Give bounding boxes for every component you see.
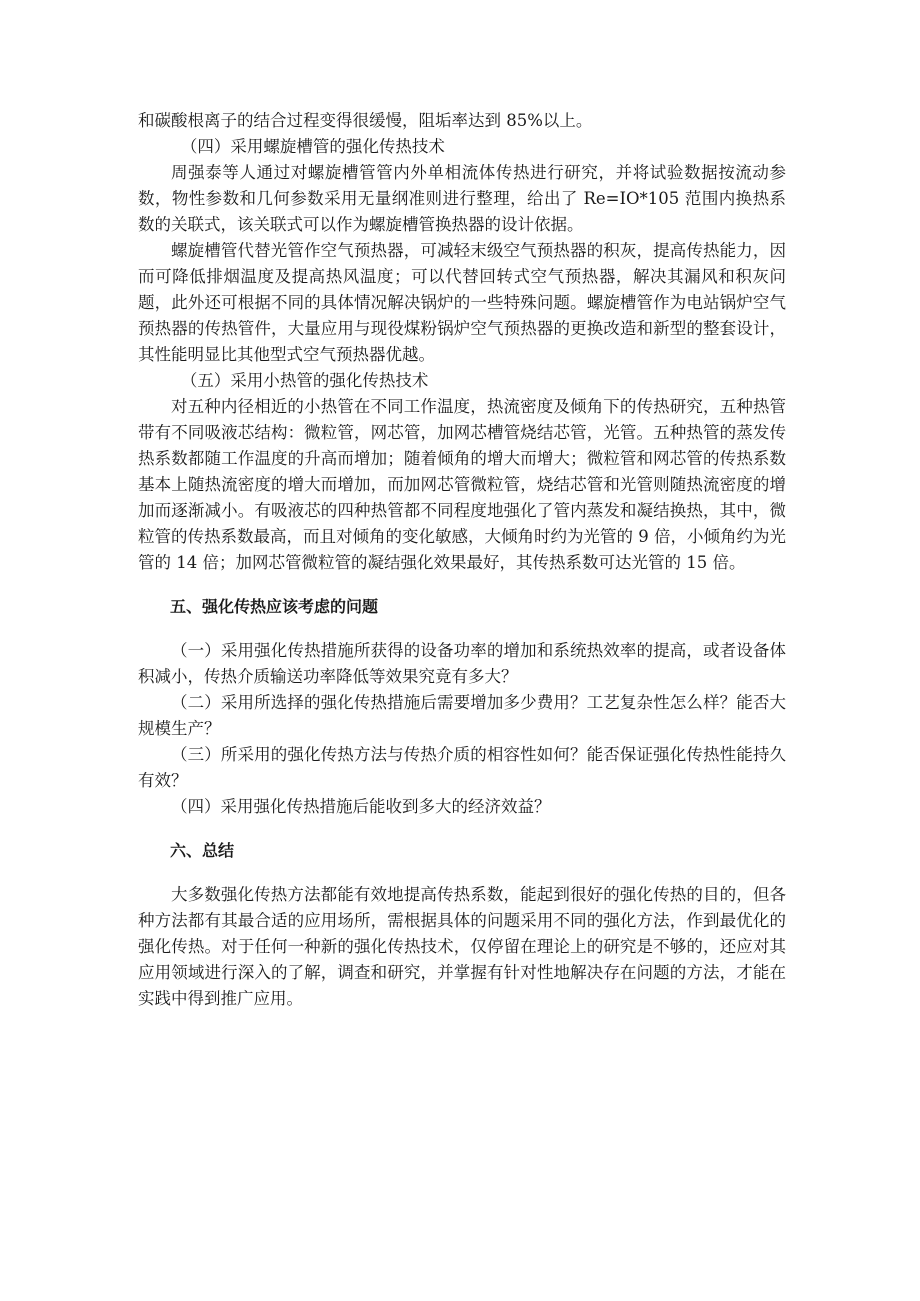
subsection-title-small-heat-pipe: （五）采用小热管的强化传热技术 xyxy=(180,371,429,390)
section-heading-summary: 六、总结 xyxy=(170,841,235,860)
subsection-title-spiral-tube: （四）采用螺旋槽管的强化传热技术 xyxy=(180,137,445,156)
summary-paragraph: 大多数强化传热方法都能有效地提高传热系数，能起到很好的强化传热的目的，但各种方法都有其最合适的应用场所，需根据具体的问题采用不同的强化方法，作到最优化的强化传热。对于任何一种新的强化传热技术，仅停留在理论上的研究是不够的，还应对其应用领域进行深入的了解，调查和研究，并掌握有针对性地解决存在问题的方法，才能在实践中得到推广应用。 xyxy=(138,885,786,1008)
paragraph-small-heat-pipe: 对五种内径相近的小热管在不同工作温度，热流密度及倾角下的传热研究，五种热管带有不同吸液芯结构：微粒管，网芯管，加网芯槽管烧结芯管，光管。五种热管的蒸发传热系数都随工作温度的升高而增加；随着倾角的增大而增大；微粒管和网芯管的传热系数基本上随热流密度的增大而增加，而加网芯管微粒管，烧结芯管和光管则随热流密度的增加而逐渐减小。有吸液芯的四种热管都不同程度地强化了管内蒸发和凝结换热，其中，微粒管的传热系数最高，而且对倾角的变化敏感，大倾角时约为光管的 9 倍，小倾角约为光管的 14 倍；加网芯管微粒管的凝结强化效果最好，其传热系数可达光管的 15 倍。 xyxy=(138,397,786,572)
continued-paragraph: 和碳酸根离子的结合过程变得很缓慢，阻垢率达到 85%以上。 xyxy=(138,111,593,130)
question-4: （四）采用强化传热措施后能收到多大的经济效益？ xyxy=(171,797,551,816)
section-heading-considerations: 五、强化传热应该考虑的问题 xyxy=(170,597,379,616)
paragraph-spiral-tube-application: 螺旋槽管代替光管作空气预热器，可减轻末级空气预热器的积灰，提高传热能力，因而可降低排烟温度及提高热风温度；可以代替回转式空气预热器，解决其漏风和积灰问题，此外还可根据不同的具体情况解决锅炉的一些特殊问题。螺旋槽管作为电站锅炉空气预热器的传热管件，大量应用与现役煤粉锅炉空气预热器的更换改造和新型的整套设计，其性能明显比其他型式空气预热器优越。 xyxy=(138,241,786,364)
question-1: （一）采用强化传热措施所获得的设备功率的增加和系统热效率的提高，或者设备体积减小，传热介质输送功率降低等效果究竟有多大？ xyxy=(138,641,786,686)
document-body xyxy=(138,108,786,1012)
question-2: （二）采用所选择的强化传热措施后需要增加多少费用？工艺复杂性怎么样？能否大规模生产？ xyxy=(138,693,786,738)
question-3: （三）所采用的强化传热方法与传热介质的相容性如何？能否保证强化传热性能持久有效？ xyxy=(138,745,786,790)
paragraph-spiral-tube-study: 周强泰等人通过对螺旋槽管管内外单相流体传热进行研究，并将试验数据按流动参数，物性参数和几何参数采用无量纲准则进行整理，给出了 Re=IO*105 范围内换热系数的关联式，该关联式可以作为螺旋槽管换热器的设计依据。 xyxy=(138,163,786,234)
